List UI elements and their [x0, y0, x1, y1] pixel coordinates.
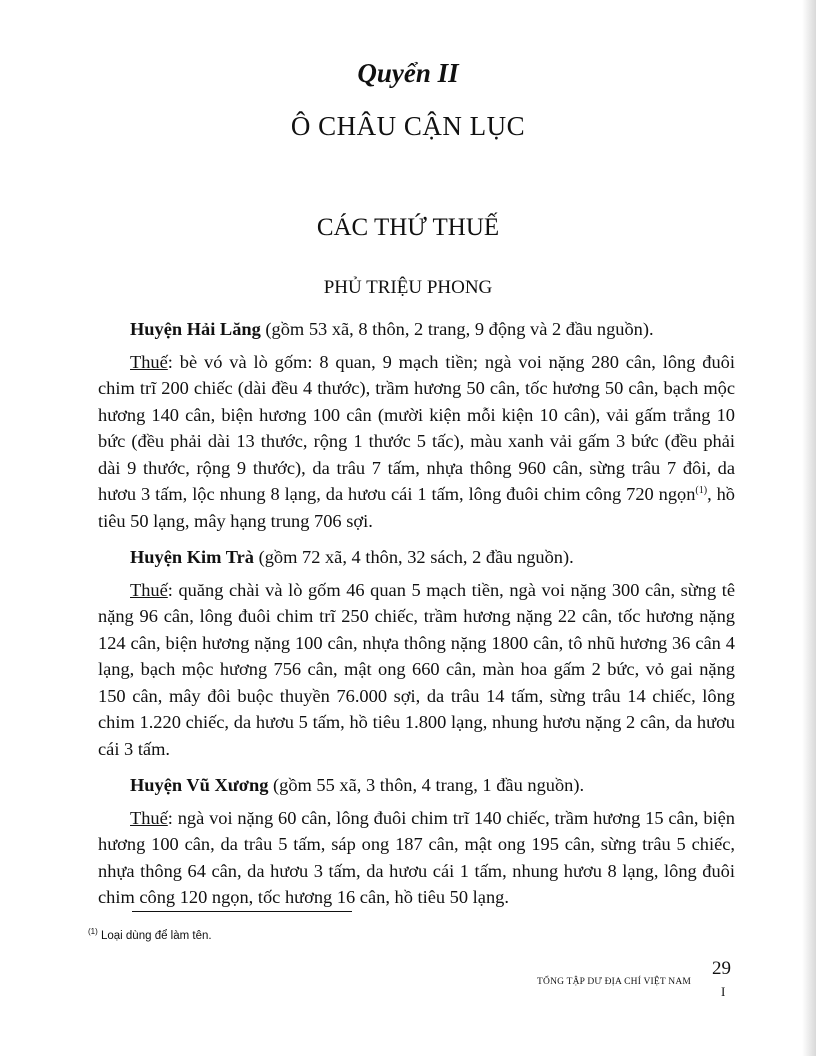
page-number: 29 [712, 958, 731, 979]
book-title: Quyển II [357, 58, 459, 88]
district-name: Huyện Kim Trà [130, 547, 254, 567]
district-heading-vu-xuong [98, 772, 735, 799]
tax-paragraph-kim-tra [98, 577, 735, 763]
page-edge-shadow [802, 0, 816, 1056]
tax-paragraph-vu-xuong [98, 805, 735, 911]
tax-text-continued: , hồ tiêu 50 lạng, mây hạng trung 706 sợi. [98, 484, 735, 531]
district-name: Huyện Hải Lăng [130, 319, 261, 339]
running-footer: TỔNG TẬP DƯ ĐỊA CHÍ VIỆT NAM [537, 977, 692, 987]
district-detail: (gồm 55 xã, 3 thôn, 4 trang, 1 đầu nguồn). [268, 775, 585, 795]
tax-label: Thuế [130, 579, 168, 600]
section-title: CÁC THỨ THUẾ [316, 214, 500, 241]
district-detail: (gồm 53 xã, 8 thôn, 2 trang, 9 động và 2 đầu nguồn). [260, 319, 654, 339]
footnote [88, 927, 212, 942]
tax-paragraph-hai-lang [98, 349, 735, 535]
district-heading-hai-lang [98, 316, 735, 343]
tax-text: : quăng chài và lò gốm 46 quan 5 mạch tiền, ngà voi nặng 300 cân, sừng tê nặng 96 cân, lông đuôi chim trĩ 250 chiếc, trầm hương nặng 22 cân, tốc hương nặng 124 cân, biện hương nặng 100 cân, nhựa thông nặng 1800 cân, tô nhũ hương 36 cân 4 lạng, bạch mộc hương 756 cân, mật ong 660 cân, màn hoa gấm 2 bức, vỏ gai nặng 150 cân, mây đôi buộc thuyền 76.000 sợi, da trâu 14 tấm, sừng trâu 14 chiếc, lông chim 1.220 chiếc, da hươu 5 tấm, hồ tiêu 1.800 lạng, nhung hươu nặng 2 cân, da hươu cái 3 tấm. [98, 579, 735, 759]
footnote-text: Loại dùng để làm tên. [97, 930, 212, 942]
book-subtitle: Ô CHÂU CẬN LỤC [290, 111, 526, 141]
tax-text: : bè vó và lò gốm: 8 quan, 9 mạch tiền; ngà voi nặng 280 cân, lông đuôi chim trĩ 200 chiếc (dài đều 4 thước), trầm hương 50 cân, tốc hương 50 cân, bạch mộc hương 140 cân, biện hương 100 cân (mười kiện mỗi kiện 10 cân), vải gấm trắng 10 bức (đều phải dài 13 thước, rộng 1 thước 5 tấc), màu xanh vải gấm 3 bức (đều phải dài 9 thước, rộng 9 thước), da trâu 7 tấm, nhựa thông 960 cân, sừng trâu 7 đôi, da hươu 3 tấm, lộc nhung 8 lạng, da hươu cái 1 tấm, lông đuôi chim công 720 ngọn [98, 351, 735, 504]
tax-label: Thuế [130, 807, 168, 828]
district-name: Huyện Vũ Xương [130, 775, 269, 795]
district-heading-kim-tra [98, 544, 735, 571]
tax-label: Thuế [130, 351, 168, 372]
tax-text: : ngà voi nặng 60 cân, lông đuôi chim trĩ 140 chiếc, trầm hương 15 cân, biện hương 100 cân, da trâu 5 tấm, sáp ong 187 cân, mật ong 195 cân, sừng trâu 5 chiếc, nhựa thông 64 cân, da hươu 3 tấm, da hươu cái 1 tấm, nhung hươu 8 lạng, lông đuôi chim công 120 ngọn, tốc hương 16 cân, hồ tiêu 50 lạng. [98, 807, 735, 907]
body-text [98, 316, 735, 921]
signature-mark: I [721, 984, 726, 999]
footnote-reference: (1) [695, 484, 708, 496]
footnote-divider [132, 911, 352, 912]
district-detail: (gồm 72 xã, 4 thôn, 32 sách, 2 đầu nguồn). [253, 547, 574, 567]
footnote-marker: (1) [88, 927, 98, 937]
prefecture-heading: PHỦ TRIỆU PHONG [323, 277, 493, 298]
